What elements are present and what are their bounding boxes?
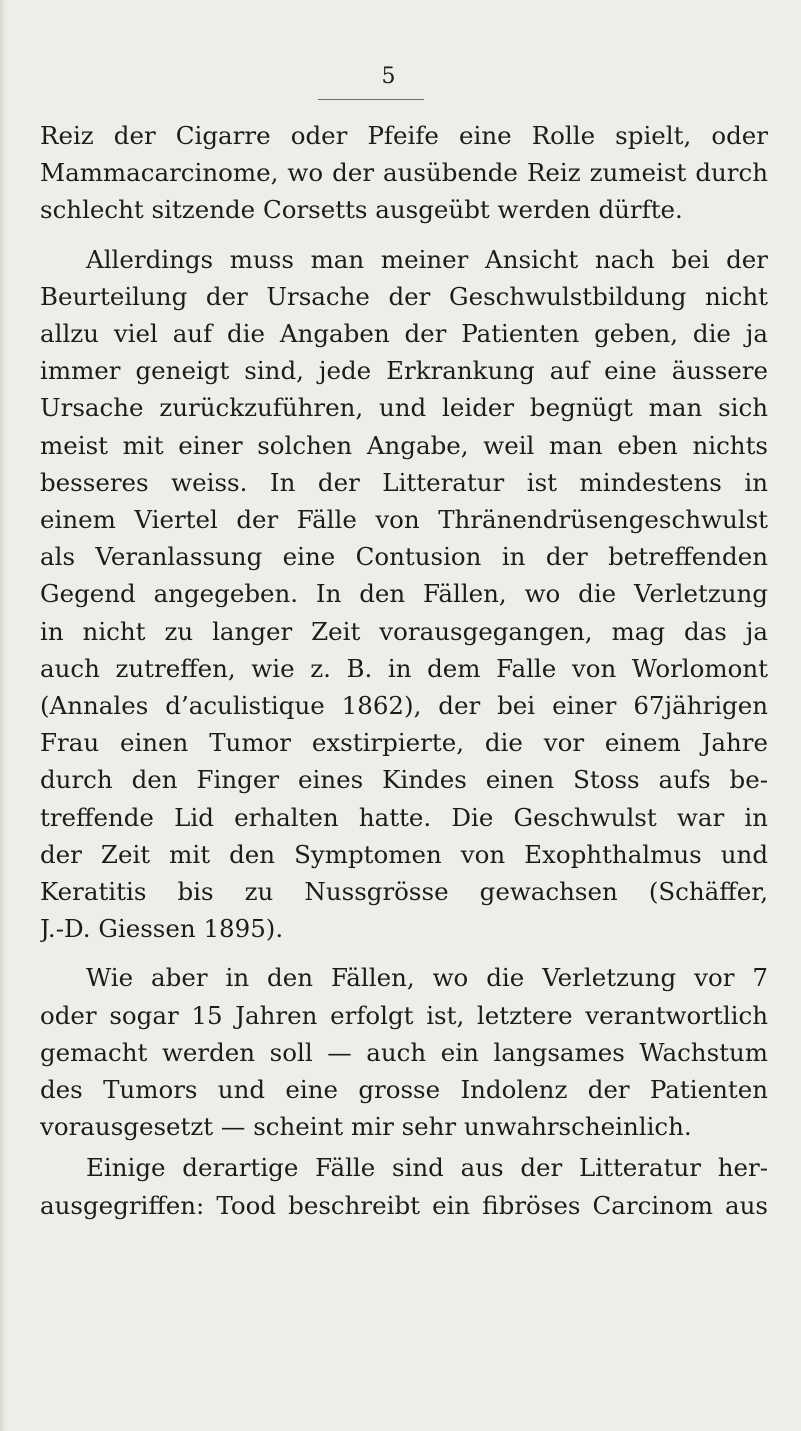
text-line: auch zutreffen, wie z. B. in dem Falle von Worlomont — [40, 653, 768, 683]
text-line: Keratitis bis zu Nussgrösse gewachsen (Schäffer, — [40, 877, 768, 907]
header-rule — [318, 99, 424, 100]
text-line: Einige derartige Fälle sind aus der Litteratur her- — [86, 1153, 768, 1183]
text-line: Mammacarcinome, wo der ausübende Reiz zumeist durch — [40, 158, 768, 188]
body-text — [40, 117, 768, 1224]
text-line: einem Viertel der Fälle von Thränendrüsengeschwulst — [40, 505, 768, 535]
text-line: Reiz der Cigarre oder Pfeife eine Rolle spielt, oder — [40, 121, 768, 150]
paragraph-3 — [40, 959, 768, 1145]
text-line: Gegend angegeben. In den Fällen, wo die Verletzung — [40, 579, 768, 609]
text-line: ausgegriffen: Tood beschreibt ein fibröses Carcinom aus — [40, 1190, 768, 1220]
text-line: als Veranlassung eine Contusion in der betreffenden — [40, 542, 768, 572]
text-line: besseres weiss. In der Litteratur ist mindestens in — [40, 467, 768, 497]
text-line: Frau einen Tumor exstirpierte, die vor einem Jahre — [40, 728, 768, 758]
page-edge — [0, 0, 6, 1431]
text-line: Wie aber in den Fällen, wo die Verletzung vor 7 — [86, 963, 768, 993]
paragraph-4 — [40, 1149, 768, 1223]
text-line: des Tumors und eine grosse Indolenz der Patienten — [40, 1075, 768, 1105]
text-line: durch den Finger eines Kindes einen Stoss aufs be- — [40, 765, 768, 795]
text-line: meist mit einer solchen Angabe, weil man eben nichts — [40, 430, 768, 460]
text-line: in nicht zu langer Zeit vorausgegangen, mag das ja — [40, 616, 768, 646]
text-line: immer geneigt sind, jede Erkrankung auf eine äussere — [40, 356, 768, 386]
text-line: Beurteilung der Ursache der Geschwulstbildung nicht — [40, 281, 768, 311]
text-line: schlecht sitzende Corsetts ausgeübt werden dürfte. — [40, 195, 683, 225]
paragraph-gap — [40, 947, 768, 959]
text-line: treffende Lid erhalten hatte. Die Geschwulst war in — [40, 802, 768, 832]
text-line: allzu viel auf die Angaben der Patienten geben, die ja — [40, 319, 768, 349]
text-line: J.-D. Giessen 1895). — [40, 914, 284, 944]
text-line: gemacht werden soll — auch ein langsames Wachstum — [40, 1037, 768, 1067]
paragraph-1 — [40, 117, 768, 229]
text-line: (Annales d’aculistique 1862), der bei einer 67jährigen — [40, 691, 768, 721]
paragraph-gap — [40, 229, 768, 241]
text-line: vorausgesetzt — scheint mir sehr unwahrscheinlich. — [40, 1112, 692, 1142]
page-number: 5 — [381, 64, 396, 89]
text-line: Ursache zurückzuführen, und leider begnügt man sich — [40, 393, 768, 423]
text-line: Allerdings muss man meiner Ansicht nach bei der — [86, 244, 768, 274]
text-line: der Zeit mit den Symptomen von Exophthalmus und — [40, 839, 768, 869]
paragraph-2 — [40, 241, 768, 948]
text-line: oder sogar 15 Jahren erfolgt ist, letztere verantwortlich — [40, 1000, 768, 1030]
